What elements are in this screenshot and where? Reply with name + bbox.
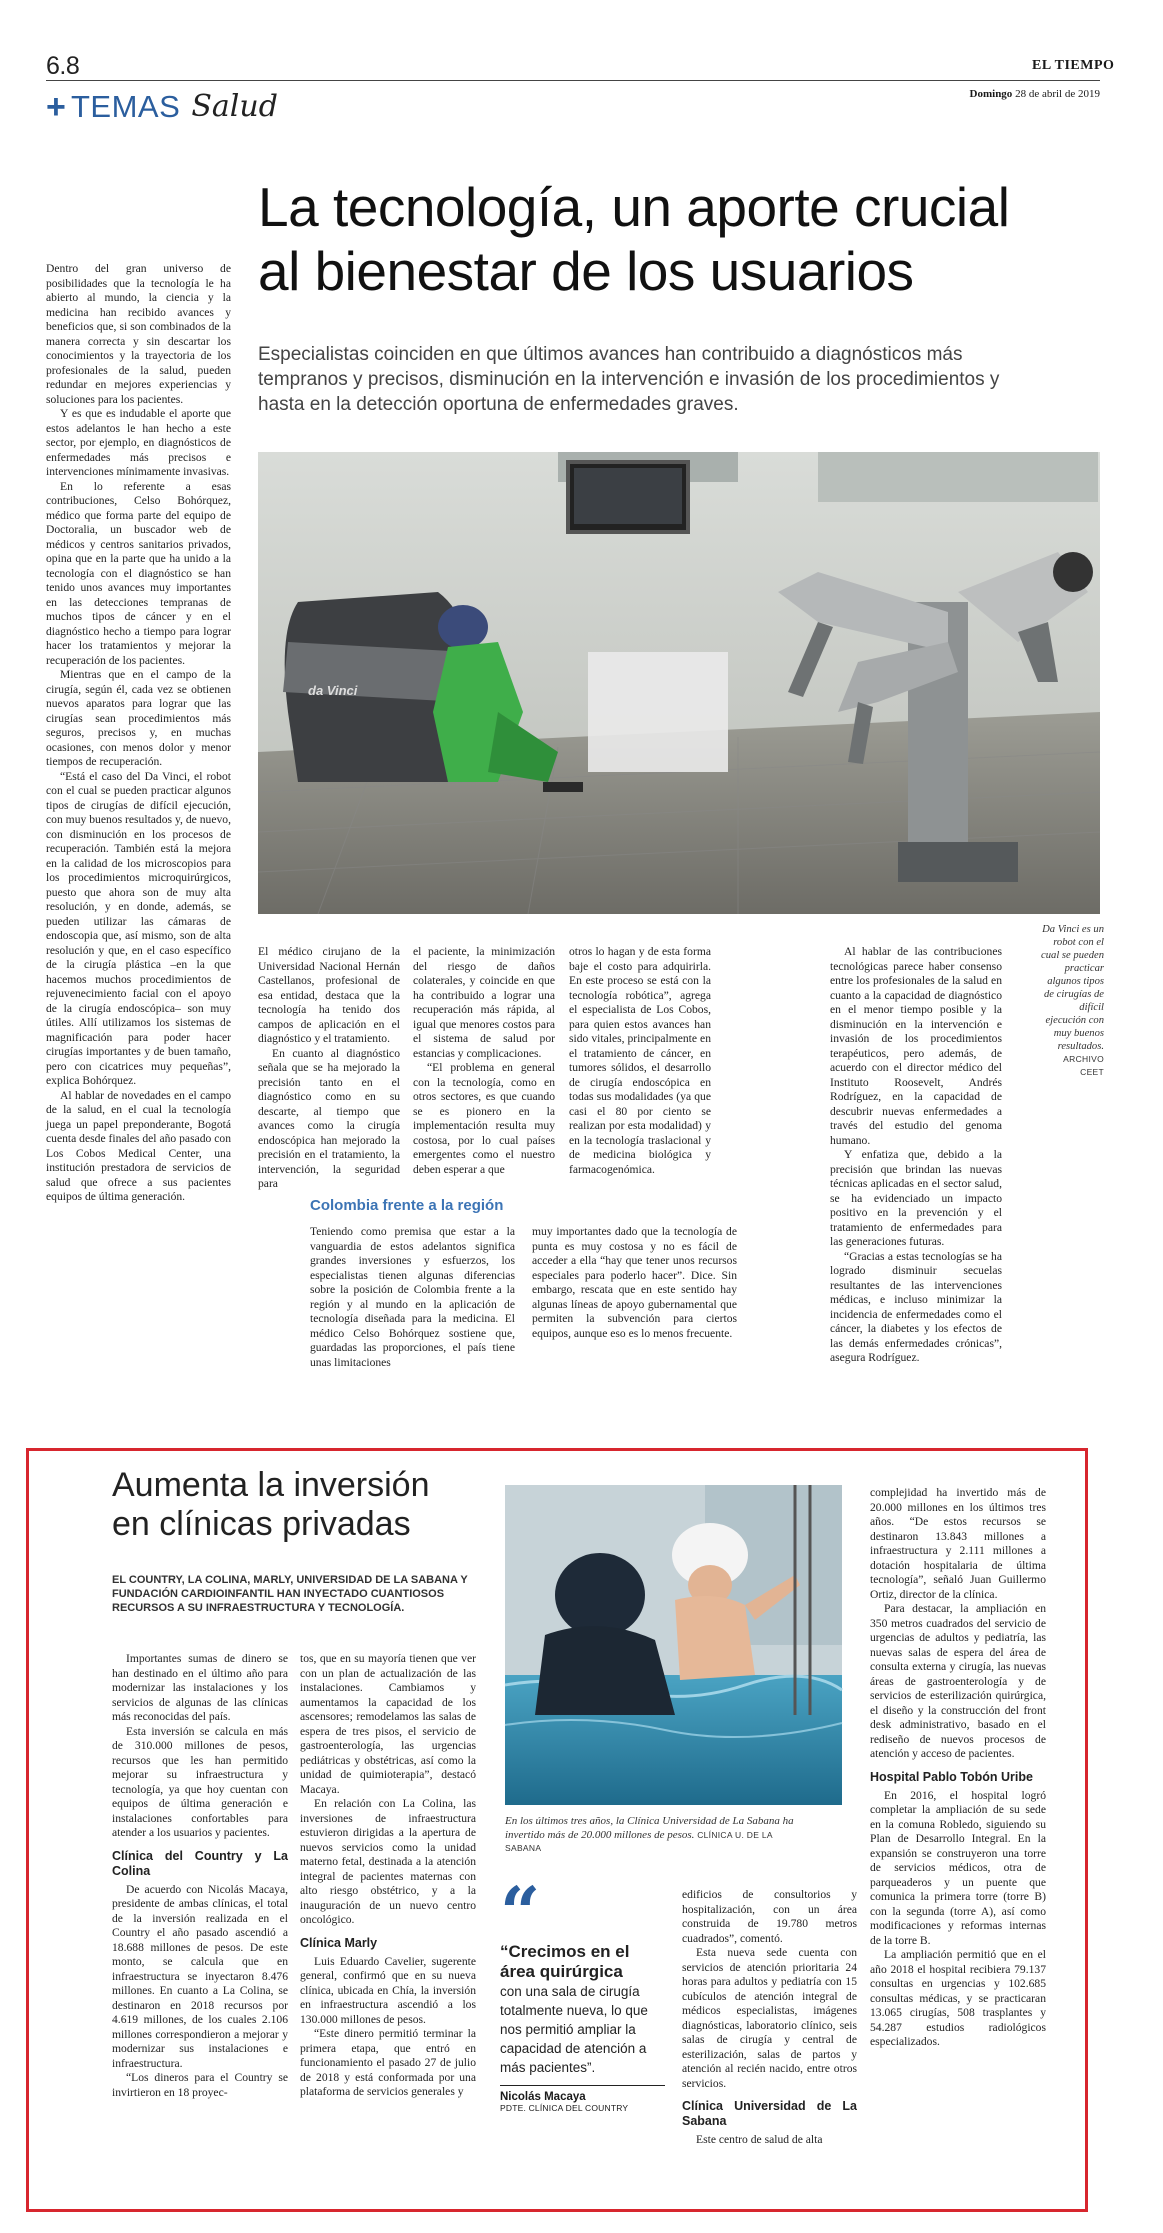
paragraph: “Los dineros para el Country se invirtieron en 18 proyec- [112, 2071, 288, 2099]
subhead-country: Clínica del Country y La Colina [112, 1848, 288, 1878]
second-headline-line2: en clínicas privadas [112, 1505, 411, 1543]
main-col-2 [258, 945, 400, 1190]
paragraph: otros lo hagan y de esta forma baje el costo para adquirirla. En este proceso se está con la tecnología robótica”, agrega el especialista de Los Cobos, para quien estos avances han sido vitales, principalmente en el tratamiento de cáncer, en tumores sólidos, el desarrollo de cirugía endoscópica en todas sus modalidades (ya que casi el 80 por ciento se realizan por esta modalidad) y en la tecnología traslacional y de medicina biológica y farmacogenómica. [569, 945, 711, 1176]
date-line [970, 88, 1100, 100]
quote-rule [500, 2085, 665, 2086]
paragraph: Importantes sumas de dinero se han destinado en el último año para modernizar las instalaciones y los servicios de algunas de las clínicas más reconocidas del país. [112, 1652, 288, 1723]
subsection-name: Salud [191, 89, 278, 124]
davinci-robot-photo [258, 452, 1100, 914]
davinci-logo-text: da Vinci [308, 683, 358, 698]
section-plus: + [46, 88, 66, 126]
date-day: Domingo [969, 88, 1013, 100]
robot-photo-caption [1040, 923, 1104, 1079]
paragraph: Esta inversión se calcula en más de 310.000 millones de pesos, recursos que les han permitido mejorar su infraestructura y tecnología, ya que hoy cuentan con equipos de última generación e instalaciones confortables para atender a los usuarios y pacientes. [112, 1724, 288, 1839]
paragraph: muy importantes dado que la tecnología de punta es muy costosa y no es fácil de acceder a ella “hay que tener unos recursos especiales para poderlo hacer”. Dice. Sin embargo, rescata que en este sentido hay algunas líneas de apoyo gubernamental que permiten la subvención para ciertos equipos, aunque eso es lo menos frecuente. [532, 1225, 737, 1340]
paragraph: En lo referente a esas contribuciones, Celso Bohórquez, médico que forma parte del equipo de Doctoralia, un buscador web de médicos y centros sanitarios privados, opina que en la parte que ha unido a la tecnología con el diagnóstico se han tenido unos avances muy importantes en las detecciones tempranas de muchos tipos de cáncer y en el diagnóstico hecho a tiempo para lograr hacer los tratamientos y mejorar la recuperación de los pacientes. [46, 479, 231, 667]
paragraph: Este centro de salud de alta [696, 2133, 823, 2146]
robot-caption-text: Da Vinci es un robot con el cual se pueden practicar algunos tipos de cirugías de difícil ejecución con muy buenos resultados. [1041, 924, 1104, 1052]
paragraph: “Este dinero permitió terminar la primera etapa, que entró en funcionamiento el pasado 27 de julio de 2018 y está conformada por una plataforma de servicios generales y [300, 2027, 476, 2098]
paragraph: El médico cirujano de la Universidad Nacional Hernán Castellanos, profesional de esa entidad, destaca que la tecnología ha tenido dos campos de aplicación en el diagnóstico y el tratamiento. [258, 945, 400, 1045]
second-col-4 [870, 1486, 1046, 2202]
quote-mark-icon: “ [500, 1871, 541, 1954]
paragraph: Al hablar de novedades en el campo de la salud, en el cual la tecnología juega un papel preponderante, Bogotá cuenta desde finales del año pasado con Los Cobos Medical Center, una institución prestadora de servicios de salud que ofrece a sus pacientes equipos de última generación. [46, 1088, 231, 1203]
paragraph: Y es que es indudable el aporte que estos adelantos le han hecho a este sector, por ejemplo, en diagnósticos de enfermedades más precisos e intervenciones mínimamente invasivas. [46, 407, 231, 478]
paragraph: Mientras que en el campo de la cirugía, según él, cada vez se obtienen nuevos aparatos para lograr que las cirugías sean procedimientos más seguros, precisos y, en muchas ocasiones, con menos dolor y menor tiempos de recuperación. [46, 668, 231, 768]
paragraph: edificios de consultorios y hospitalización, con un área construida de 19.780 metros cuadrados”, comentó. [682, 1888, 857, 1945]
subhead-sabana: Clínica Universidad de La Sabana [682, 2099, 857, 2128]
paragraph: Para destacar, la ampliación en 350 metros cuadrados del servicio de urgencias de adultos y pediatría, las nuevas salas de espera del área de consulta externa y cirugía, las nuevas áreas de gastroenterología y de servicios de esterilización quirúrgica, el diseño y la construcción del front desk administrativo, basado en el rediseño de nuevos procesos de atención y acceso de pacientes. [870, 1602, 1046, 1760]
subhead-pablo-tobon: Hospital Pablo Tobón Uribe [870, 1769, 1033, 1784]
second-col-3 [682, 1888, 857, 2202]
main-col-5 [830, 945, 1002, 1425]
second-col-1 [112, 1652, 288, 2202]
paragraph: En cuanto al diagnóstico señala que se ha mejorado la precisión tanto en el diagnóstico como en su descarte, al tiempo que avances como la cirugía endoscópica han mejorado la precisión en el tratamiento, la intervención, la seguridad para [258, 1046, 400, 1190]
main-col-4 [569, 945, 711, 1176]
header-rule [46, 80, 1100, 81]
paragraph: En 2016, el hospital logró completar la ampliación de su sede en la comuna Robledo, siguiendo su Plan de Desarrollo Integral. En la expansión se construyeron una torre de servicios médicos, otra de parqueaderos y un puente que comunica la primera torre (torre B) con la segunda (torre A), así como modificaciones y reformas internas de la torre B. [870, 1788, 1046, 1947]
pool-therapy-photo [505, 1485, 842, 1805]
paragraph: Teniendo como premisa que estar a la vanguardia de estos adelantos significa grandes inversiones y esfuerzos, los especialistas tienen algunas diferencias sobre la posición de Colombia frente a la región y al mundo en la aplicación de tecnología diseñada para la medicina. El médico Celso Bohórquez sostiene que, guardadas las proporciones, el país tiene unas limitaciones [310, 1225, 515, 1369]
paragraph: tos, que en su mayoría tienen que ver con un plan de actualización de las instalaciones. Cambiamos y aumentamos la capacidad de los ascensores; remodelamos las salas de espera de tres pisos, el servicio de gastroenterología, las urgencias pediátricas y obstétricas, así como la unidad de quimioterapia”, destacó Macaya. [300, 1652, 476, 1796]
section-label [46, 90, 278, 124]
paragraph: Y enfatiza que, debido a la precisión que brindan las nuevas técnicas aplicadas en el sector salud, se ha evidenciado un impacto positivo en la prevención y el tratamiento de enfermedades para las generaciones futuras. [830, 1148, 1002, 1248]
pool-photo-credit: CLÍNICA U. DE LA SABANA [505, 1829, 773, 1853]
pool-caption-text: En los últimos tres años, la Clínica Universidad de La Sabana ha invertido más de 20.000 millones de pesos. [505, 1815, 794, 1841]
paragraph: En relación con La Colina, las inversiones de infraestructura estuvieron dirigidas a la apertura de nuevos servicios como la unidad materno fetal, destinada a la atención integral de pacientes maternas con alto riesgo obstétrico, y a la inauguración de un nuevo centro oncológico. [300, 1797, 476, 1926]
second-headline-line1: Aumenta la inversión [112, 1466, 430, 1504]
pull-quote [500, 1871, 665, 2113]
quote-headline: “Crecimos en el área quirúrgica [500, 1942, 630, 1981]
quote-body: con una sala de cirugía totalmente nueva, lo que nos permitió ampliar la capacidad de atención a más pacientes”. [500, 1984, 648, 2075]
paragraph: De acuerdo con Nicolás Macaya, presidente de ambas clínicas, el total de la inversión realizada en el Country el año pasado ascendió a 18.688 millones de pesos. De este monto, se calcula que en infraestructura se inyectaron 8.476 millones. En cuanto a La Colina, se destinaron en 2018 recursos por 4.619 millones, de los cuales 2.106 millones correspondieron a mejorar y modernizar sus instalaciones e infraestructura. [112, 1882, 288, 2070]
sidebar-col-2 [532, 1225, 737, 1423]
pool-therapy-illustration [505, 1485, 842, 1805]
quote-author: Nicolás Macaya [500, 2091, 586, 2103]
main-headline-line2: al bienestar de los usuarios [258, 240, 914, 302]
section-name: TEMAS [70, 89, 181, 124]
sidebar-col-1 [310, 1225, 515, 1423]
paragraph: Luis Eduardo Cavelier, sugerente general, confirmó que en su nueva clínica, ubicada en Chía, la inversión en infraestructura ascendió a los 130.000 millones de pesos. [300, 1954, 476, 2026]
second-deck: EL COUNTRY, LA COLINA, MARLY, UNIVERSIDAD DE LA SABANA Y FUNDACIÓN CARDIOINFANTIL HAN INYECTADO CUANTIOSOS RECURSOS A SU INFRAESTRUCTURA Y TECNOLOGÍA. [112, 1574, 468, 1614]
main-col-3 [413, 945, 555, 1176]
quote-role: PDTE. CLÍNICA DEL COUNTRY [500, 2103, 629, 2113]
paragraph: La ampliación permitió que en el año 2018 el hospital recibiera 79.137 consultas en urgencias y 102.685 consultas médicas, y se practicaran 13.065 cirugías, 508 trasplantes y 54.287 estudios radiológicos especializados. [870, 1948, 1046, 2048]
second-headline [112, 1466, 532, 1544]
main-deck: Especialistas coinciden en que últimos avances han contribuido a diagnósticos más tempranos y precisos, disminución en la intervención e invasión de los procedimientos y hasta en la detección oportuna de enfermedades graves. [258, 344, 1000, 415]
page-number: 6.8 [46, 52, 80, 80]
paragraph: Esta nueva sede cuenta con servicios de atención prioritaria 24 horas para adultos y pediatría con 15 cubículos de atención integral de médicos especialistas, imágenes diagnósticas, laboratorio clínico, seis salas de cirugía y central de esterilización, salas de partos y atención al recién nacido, entre otros servicios. [682, 1946, 857, 2090]
robot-photo-credit: ARCHIVO CEET [1063, 1054, 1104, 1077]
main-col-1 [46, 262, 231, 1430]
paragraph: Dentro del gran universo de posibilidades que la tecnología le ha abierto al mundo, la ciencia y la medicina han recibido avances y beneficios que, si son combinados de la manera correcta y sin descartar los conocimientos y la trayectoria de los profesionales de la salud, pueden redundar en mejores experiencias y soluciones para los pacientes. [46, 262, 231, 406]
date-rest: 28 de abril de 2019 [1015, 88, 1100, 100]
paragraph: complejidad ha invertido más de 20.000 millones en los últimos tres años. “De estos recursos se destinaron 13.843 millones a infraestructura y 2.111 millones a dotación hospitalaria de última tecnología”, señaló Juan Guillermo Ortiz, director de la clínica. [870, 1486, 1046, 1601]
paragraph: Al hablar de las contribuciones tecnológicas parece haber consenso entre los profesionales de la salud en cuanto a la capacidad de diagnóstico en el menor tiempo posible y la disminución en la intervención e invasión de los procedimientos terapéuticos, pero además, de acuerdo con el director médico del Instituto Roosevelt, Andrés Rodríguez, en la capacidad de descubrir nuevas enfermedades a través del estudio del genoma humano. [830, 945, 1002, 1147]
paragraph: “Gracias a estas tecnologías se ha logrado disminuir secuelas resultantes de las intervenciones médicas, e incluso minimizar la incidencia de enfermedades como el cáncer, la diabetes y los efectos de las demás enfermedades crónicas”, asegura Rodríguez. [830, 1249, 1002, 1364]
pool-photo-caption [505, 1815, 795, 1856]
main-headline [258, 175, 1078, 303]
paragraph: “Está el caso del Da Vinci, el robot con el cual se pueden practicar algunos tipos de cirugías de difícil ejecución, con muy buenos resultados y, de nuevo, con disminución en los procesos de recuperación. También está la mejora en la calidad de los microscopios para los procedimientos microquirúrgicos, puesto que ahora son de muy alta resolución, y en donde, además, se pueden utilizar las cámaras de endoscopia que, así mismo, son de alta resolución y que, en el caso específico de la cirugía plástica –en la que hacemos muchos procedimientos de rejuvenecimiento facial con el apoyo de la cirugía endoscópica– son muy útiles. Allí utilizamos los sistemas de magnificación para poder hacer cirugías importantes y de buen tamaño, pero con cicatrices muy pequeñas”, explica Bohórquez. [46, 769, 231, 1087]
main-headline-line1: La tecnología, un aporte crucial [258, 176, 1010, 238]
second-col-2 [300, 1652, 476, 2202]
paragraph: “El problema en general con la tecnología, como en otros sectores, es que cuando se es pionero en la implementación resulta muy costosa, por lo cual países emergentes como el nuestro deben esperar a que [413, 1061, 555, 1176]
subhead-marly: Clínica Marly [300, 1935, 378, 1950]
paragraph: el paciente, la minimización del riesgo de daños colaterales, y coincide en que ha contribuido a lograr una recuperación más rápida, al igual que menores costos para el sistema de salud por estancias y complicaciones. [413, 945, 555, 1060]
sidebar-title: Colombia frente a la región [310, 1197, 504, 1214]
newspaper-name: EL TIEMPO [1032, 58, 1115, 73]
davinci-robot-illustration [258, 452, 1100, 914]
